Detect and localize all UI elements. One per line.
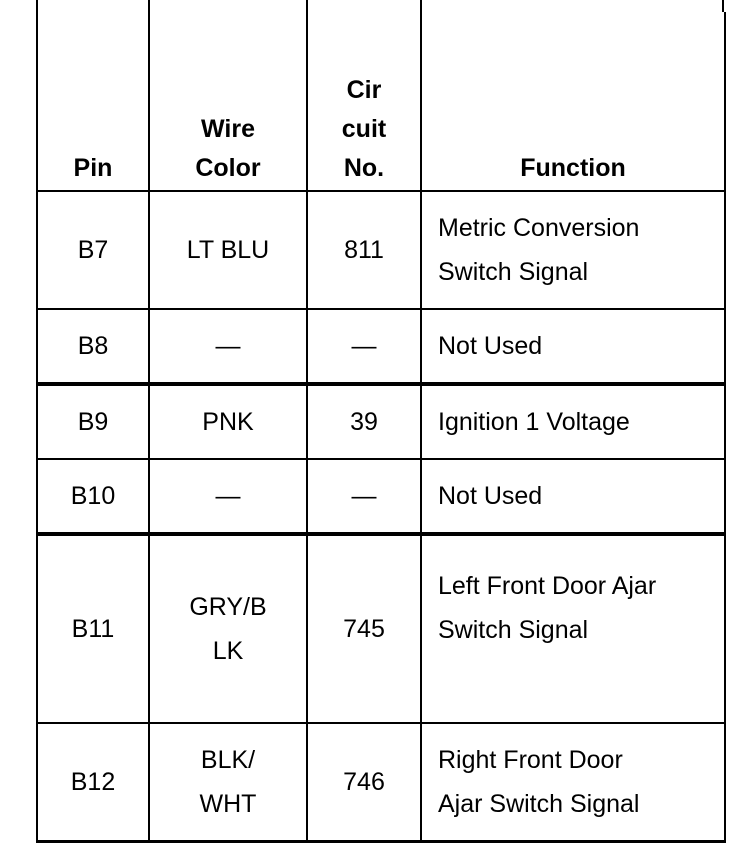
table-row: [37, 191, 725, 309]
table-row: [37, 384, 725, 459]
pin-cell: B11: [37, 534, 149, 723]
column-divider-stub: [306, 0, 308, 12]
function-cell: Left Front Door Ajar Switch Signal: [421, 534, 725, 723]
function-cell: Not Used: [421, 459, 725, 534]
pin-cell: B9: [37, 384, 149, 459]
pin-cell: B8: [37, 309, 149, 384]
circuit-cell: 811: [307, 191, 421, 309]
function-cell: Ignition 1 Voltage: [421, 384, 725, 459]
function-cell: Not Used: [421, 309, 725, 384]
function-cell: Right Front Door Ajar Switch Signal: [421, 723, 725, 842]
wire-color-cell: PNK: [149, 384, 307, 459]
circuit-cell: 745: [307, 534, 421, 723]
table-row: [37, 309, 725, 384]
circuit-cell: 39: [307, 384, 421, 459]
column-divider-stub: [36, 0, 38, 12]
table-row: [37, 534, 725, 723]
circuit-cell: —: [307, 459, 421, 534]
pin-cell: B10: [37, 459, 149, 534]
wire-color-cell: LT BLU: [149, 191, 307, 309]
pin-cell: B12: [37, 723, 149, 842]
table-row: [37, 459, 725, 534]
pin-cell: B7: [37, 191, 149, 309]
header-pin: Pin: [37, 12, 149, 191]
circuit-cell: 746: [307, 723, 421, 842]
header-circuit-no: Cir cuit No.: [307, 12, 421, 191]
function-cell: Metric Conversion Switch Signal: [421, 191, 725, 309]
connector-pinout-table: [36, 12, 724, 843]
table-header-row: [37, 12, 725, 191]
header-function: Function: [421, 12, 725, 191]
column-divider-stub: [420, 0, 422, 12]
column-divider-stub: [148, 0, 150, 12]
table-row: [37, 723, 725, 842]
wire-color-cell: —: [149, 309, 307, 384]
wire-color-cell: GRY/B LK: [149, 534, 307, 723]
column-divider-stub: [722, 0, 724, 12]
header-wire-color: Wire Color: [149, 12, 307, 191]
circuit-cell: —: [307, 309, 421, 384]
wire-color-cell: —: [149, 459, 307, 534]
wire-color-cell: BLK/ WHT: [149, 723, 307, 842]
